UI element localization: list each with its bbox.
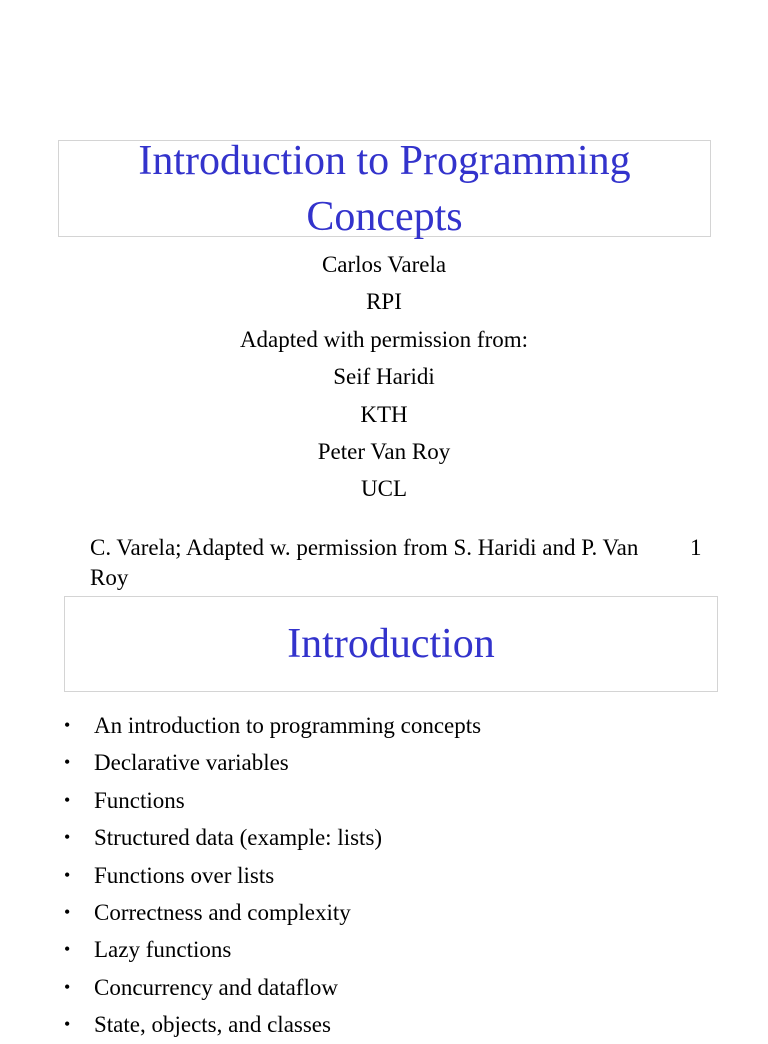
page-number: 1 [690, 535, 702, 560]
list-item-text: Functions over lists [94, 862, 275, 888]
bullet-icon: • [64, 901, 71, 922]
list-item-text: An introduction to programming concepts [94, 713, 482, 738]
list-item [0, 1006, 768, 1043]
list-item-text: State, objects, and classes [94, 1012, 331, 1038]
original-author-2: Peter Van Roy [317, 438, 451, 464]
bullet-icon: • [64, 1014, 71, 1035]
bullet-icon: • [64, 789, 71, 810]
list-item [0, 819, 768, 856]
list-item [0, 969, 768, 1006]
bullet-icon: • [64, 976, 71, 997]
original-institution-1: KTH [360, 401, 408, 427]
bullet-icon: • [64, 752, 71, 773]
original-author-1: Seif Haridi [333, 364, 435, 390]
slide-footer: C. Varela; Adapted w. permission from S. Haridi and P. Van Roy [90, 535, 639, 590]
author-name: Carlos Varela [321, 252, 447, 277]
bullet-icon: • [64, 939, 71, 960]
list-item-text: Declarative variables [94, 750, 289, 776]
list-item-text: Lazy functions [94, 937, 232, 963]
bullet-icon: • [64, 715, 71, 735]
author-info [0, 246, 768, 508]
slide-title: Introduction to Programming Concepts [138, 137, 631, 240]
list-item [0, 782, 768, 819]
bullet-icon: • [64, 864, 71, 885]
list-item [0, 931, 768, 968]
original-institution-2: UCL [361, 476, 407, 502]
author-institution: RPI [366, 289, 402, 315]
list-item [0, 857, 768, 894]
bullet-icon: • [64, 827, 71, 848]
list-item [0, 707, 768, 744]
list-item-text: Functions [94, 787, 185, 813]
list-item [0, 894, 768, 931]
list-item-text: Concurrency and dataflow [94, 974, 338, 1000]
list-item-text: Structured data (example: lists) [94, 825, 383, 851]
slide-title-box [58, 137, 711, 240]
list-item-text: Correctness and complexity [94, 899, 351, 925]
bullet-list [0, 707, 768, 1044]
slide-title-box [64, 596, 718, 692]
slide-title: Introduction [287, 621, 495, 667]
adaptation-note: Adapted with permission from: [239, 326, 529, 352]
slide-2 [0, 582, 768, 1038]
list-item [0, 744, 768, 781]
